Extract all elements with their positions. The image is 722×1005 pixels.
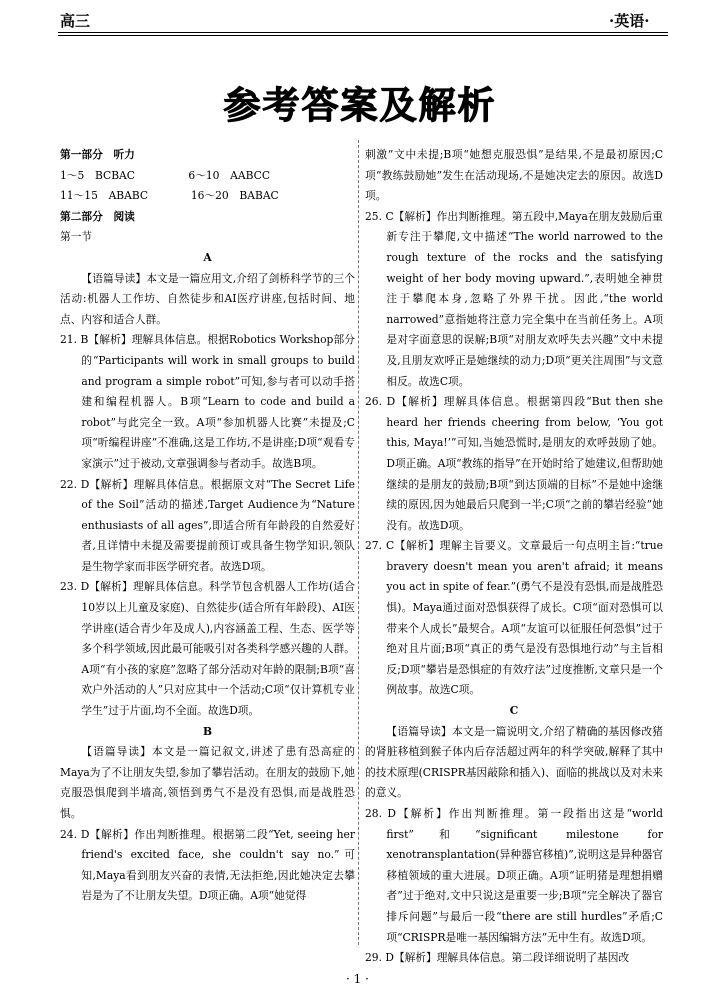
grade-label: 高三 — [60, 12, 91, 30]
paragraph: 27. C【解析】理解主旨要义。文章最后一句点明主旨:“true bravery doesn't mean you aren't afraid; it means you act in spite of fear.”(勇气不是没有恐惧,而是战胜恐惧)。Maya通过面对恐惧获得了成长。C项“面对恐惧可以带来个人成长”最契合。A项“友谊可以征服任何恐惧”过于绝对且片面;B项“真正的勇气是没有恐惧地行动”与主旨相反;D项“攀岩是恐惧症的有效疗法”过度推断,文章只是一个例故事。故选C项。 — [365, 539, 663, 697]
paragraph: 1～5 BCBAC 6～10 AABCC — [60, 168, 271, 182]
header-rule-top — [58, 32, 668, 33]
paragraph: 第二部分 阅读 — [60, 209, 135, 223]
header-rule-bottom — [58, 35, 668, 36]
paragraph: 28. D【解析】作出判断推理。第一段指出这是“world first”和“significant milestone for xenotransplantation(异种器官移植)”,说明这是异种器官移植领域的重大进展。D项正确。A项“证明猪是理想捐赠者”过于绝对,文中只说这是重要一步;B项“完全解决了器官排斥问题”与最后一段“there are still hurdles”矛盾;C项“CRISPR是唯一基因编辑方法”无中生有。故选D项。 — [365, 807, 663, 944]
paragraph: 25. C【解析】作出判断推理。第五段中,Maya在朋友鼓励后重新专注于攀爬,文中描述“The world narrowed to the rough texture of the rocks and the satisfying weight of her body moving upward.”,表明她全神贯注于攀爬本身,忽略了外界干扰。因此,“the world narrowed”意指她将注意力完全集中在当前任务上。A项是对字面意思的误解;B项“对朋友欢呼失去兴趣”文中未提及,且朋友欢呼正是她继续的动力;D项“更关注周围”与文意相反。故选C项。 — [365, 209, 663, 388]
paragraph: 26. D【解析】理解具体信息。根据第四段“But then she heard her friends cheering from below, ‘You got this, Maya!’”可知,当她恐慌时,是朋友的欢呼鼓励了她。D项正确。A项“教练的指导”在开始时给了她建议,但帮助她继续的是朋友的鼓励;B项“到达顶端的目标”不是她中途继续的原因,因为她最后只爬到一半;C项“之前的攀岩经验”她没有。故选D项。 — [365, 395, 663, 532]
paragraph: 24. D【解析】作出判断推理。根据第二段“Yet, seeing her friend's excited face, she couldn't say no.”可知,Maya看到朋友兴奋的表情,无法拒绝,因此她决定去攀岩是为了不让朋友失望。D项正确。A项“她觉得 — [60, 827, 355, 903]
paragraph: 刺激”文中未提;B项“她想克服恐惧”是结果,不是最初原因;C项“教练鼓励她”发生在活动现场,不是她决定去的原因。故选D项。 — [365, 148, 663, 203]
paragraph: 第一部分 听力 — [60, 148, 135, 161]
paragraph: 22. D【解析】理解具体信息。根据原文对“The Secret Life of the Soil”活动的描述,Target Audience为“Nature enthusiasts of all ages”,即适合所有年龄段的自然爱好者,且详情中未提及需要提前预订或具备生物学知识,领队是生物学家而非医学研究者。故选D项。 — [60, 477, 355, 573]
column-divider — [358, 140, 359, 945]
subject-label: ·英语· — [609, 12, 650, 30]
left-column — [60, 145, 355, 907]
paragraph: 29. D【解析】理解具体信息。第二段详细说明了基因改 — [365, 951, 630, 965]
page-number: · 1 · — [346, 972, 369, 986]
section-letter: C — [509, 704, 519, 718]
paragraph: 【语篇导读】本文是一篇记叙文,讲述了患有恐高症的Maya为了不让朋友失望,参加了攀岩活动。在朋友的鼓励下,她克服恐惧爬到半墙高,领悟到勇气不是没有恐惧,而是战胜恐惧。 — [60, 745, 355, 820]
paragraph: 11～15 ABABC 16～20 BABAC — [60, 189, 279, 203]
page-title: 参考答案及解析 — [223, 84, 497, 127]
section-letter: A — [203, 250, 212, 264]
section-letter: B — [202, 724, 213, 738]
paragraph: 第一节 — [60, 230, 93, 244]
paragraph: 21. B【解析】理解具体信息。根据Robotics Workshop部分的“Participants will work in small groups to build and program a simple robot”可知,参与者可以动手搭建和编程机器人。B项“Learn to code and build a robot”与此完全一致。A项“参加机器人比赛”未提及;C项“听编程讲座”不准确,这是工作坊,不是讲座;D项“观看专家演示”过于被动,文章强调参与者动手。故选B项。 — [60, 333, 355, 470]
right-column — [365, 145, 663, 969]
paragraph: 23. D【解析】理解具体信息。科学节包含机器人工作坊(适合10岁以上儿童及家庭)、自然徒步(适合所有年龄段)、AI医学讲座(适合青少年及成人),内容涵盖工程、生态、医学等多个科学领域,因此最可能吸引对各类科学感兴趣的人群。A项“有小孩的家庭”忽略了部分活动对年龄的限制;B项“喜欢户外活动的人”只对应其中一个活动;C项“仅计算机专业学生”过于片面,均不全面。故选D项。 — [60, 580, 355, 718]
paragraph: 【语篇导读】本文是一篇说明文,介绍了精确的基因修改猪的肾脏移植到猴子体内后存活超过两年的科学突破,解释了其中的技术原理(CRISPR基因敲除和插入)、面临的挑战以及对未来的意义。 — [365, 724, 663, 800]
paragraph: 【语篇导读】本文是一篇应用文,介绍了剑桥科学节的三个活动:机器人工作坊、自然徒步和AI医疗讲座,包括时间、地点、内容和适合人群。 — [60, 271, 355, 326]
